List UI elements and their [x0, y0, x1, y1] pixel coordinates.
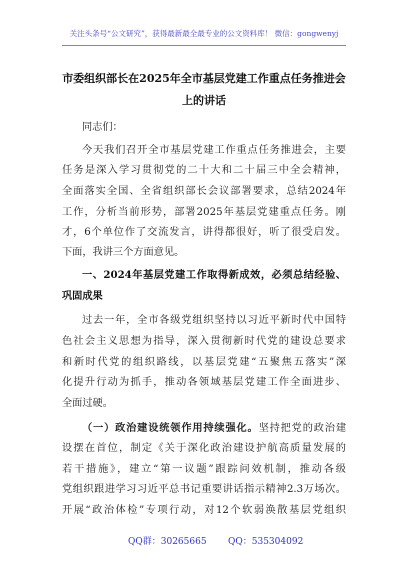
subsection-heading: （一）政治建设统领作用持续强化。 — [82, 422, 259, 434]
paragraph-line: 才，6个单位作了交流发言，讲得都很好，听了很受启发。 — [62, 227, 346, 238]
paragraph-line: 任务是深入学习贯彻党的二十大和二十届三中全会精神， — [62, 165, 346, 176]
header-banner: 关注头条号“公文研究”，获得最新最全最专业的公文资料库！ 微信：gongwenyj — [69, 29, 339, 38]
paragraph-text: 坚持把党的政治建 — [258, 423, 347, 434]
paragraph-line — [62, 421, 346, 436]
paragraph-line: 化提升行动为抓手，推动各领域基层党建工作全面进步、 — [62, 377, 346, 388]
paragraph-line: 全面落实全国、全省组织部长会议部署要求，总结2024年 — [62, 186, 346, 197]
document-title-line-1: 市委组织部长在2025年全市基层党建工作重点任务推进会 — [62, 72, 346, 85]
paragraph-line: 全面过硬。 — [62, 398, 113, 409]
header-rule — [62, 45, 346, 46]
footer-qq: QQ：535304092 — [228, 537, 304, 547]
paragraph-line: 色社会主义思想为指导，深入贯彻新时代党的建设总要求 — [62, 336, 346, 347]
section-heading-line: 一、2024年基层党建工作取得新成效，必须总结经验、 — [82, 269, 346, 281]
paragraph-line: 若干措施》，建立“第一议题”跟踪问效机制，推动各级 — [62, 464, 346, 475]
paragraph-line: 党组织跟进学习习近平总书记重要讲话指示精神2.3万场次。 — [62, 484, 346, 495]
paragraph-line: 今天我们召开全市基层党建工作重点任务推进会，主要 — [82, 145, 346, 156]
document-title-line-2: 上的讲话 — [182, 94, 226, 107]
paragraph-line: 和新时代党的组织路线，以基层党建“五聚焦五落实”深 — [62, 357, 346, 368]
footer-qq-group: QQ群：30265665 — [128, 537, 207, 547]
section-heading-line: 巩固成果 — [62, 290, 103, 302]
paragraph-line: 开展“政治体检”专项行动，对12个软弱涣散基层党组织 — [62, 505, 346, 516]
paragraph-line: 过去一年，全市各级党组织坚持以习近平新时代中国特 — [82, 315, 346, 326]
paragraph-line: 设摆在首位，制定《关于深化政治建设护航高质量发展的 — [62, 443, 346, 454]
paragraph-line: 工作，分析当前形势，部署2025年基层党建重点任务。刚 — [62, 207, 346, 218]
paragraph-line: 下面，我讲三个方面意见。 — [62, 247, 185, 258]
salutation: 同志们： — [82, 122, 123, 133]
